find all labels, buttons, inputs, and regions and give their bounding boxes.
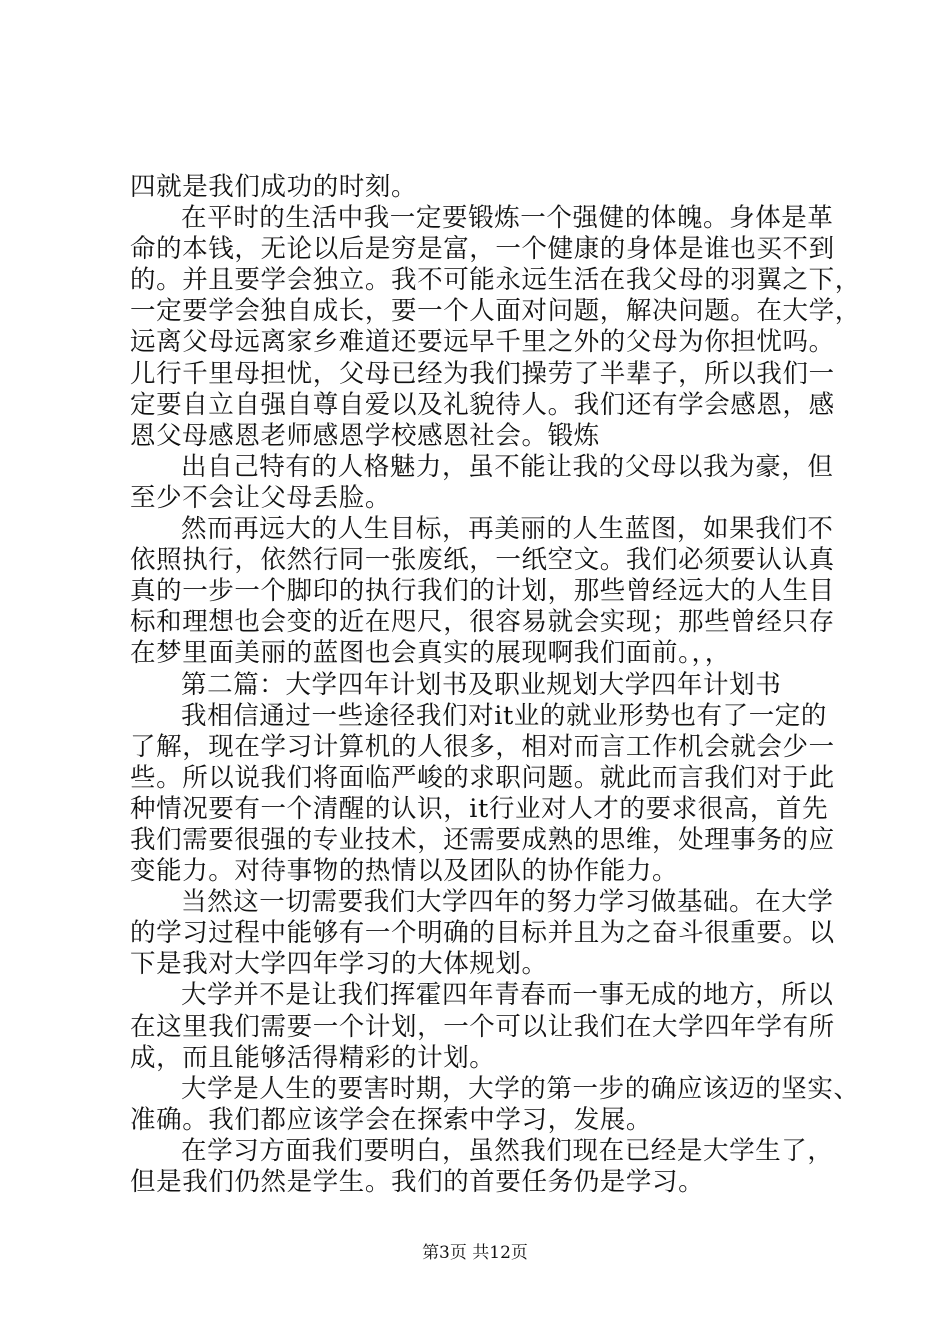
text-line: 第二篇：大学四年计划书及职业规划大学四年计划书 <box>181 669 782 700</box>
text-line: 的学习过程中能够有一个明确的目标并且为之奋斗很重要。以 <box>130 918 835 949</box>
text-line: 变能力。对待事物的热情以及团队的协作能力。 <box>130 856 679 887</box>
text-line: 在这里我们需要一个计划，一个可以让我们在大学四年学有所 <box>130 1011 835 1042</box>
text-line: 远离父母远离家乡难道还要远早千里之外的父母为你担忧吗。 <box>130 327 835 358</box>
text-line: 些。所以说我们将面临严峻的求职问题。就此而言我们对于此 <box>130 762 835 793</box>
text-line: 出自己特有的人格魅力，虽不能让我的父母以我为豪，但 <box>181 451 834 482</box>
text-line: 至少不会让父母丢脸。 <box>130 482 392 513</box>
text-line: 四就是我们成功的时刻。 <box>130 172 418 202</box>
text-line: 准确。我们都应该学会在探索中学习，发展。 <box>130 1104 653 1135</box>
text-line: 种情况要有一个清醒的认识，it行业对人才的要求很高，首先 <box>130 793 829 824</box>
text-line: 我相信通过一些途径我们对it业的就业形势也有了一定的 <box>181 700 828 731</box>
text-line: 一定要学会独自成长，要一个人面对问题，解决问题。在大学， <box>130 296 861 327</box>
document-body <box>130 172 861 1198</box>
text-line: 然而再远大的人生目标，再美丽的人生蓝图，如果我们不 <box>181 514 834 545</box>
text-line: 大学并不是让我们挥霍四年青春而一事无成的地方，所以 <box>181 980 834 1011</box>
text-line: 下是我对大学四年学习的大体规划。 <box>130 949 548 980</box>
page-number-footer: 第3页 共12页 <box>422 1243 528 1263</box>
text-line: 在学习方面我们要明白，虽然我们现在已经是大学生了， <box>181 1135 834 1166</box>
text-line: 恩父母感恩老师感恩学校感恩社会。锻炼 <box>130 420 600 451</box>
text-line: 成，而且能够活得精彩的计划。 <box>130 1042 496 1073</box>
text-line: 儿行千里母担忧，父母已经为我们操劳了半辈子，所以我们一 <box>130 358 835 389</box>
text-line: 当然这一切需要我们大学四年的努力学习做基础。在大学 <box>181 887 834 918</box>
text-line: 我们需要很强的专业技术，还需要成熟的思维，处理事务的应 <box>130 824 835 855</box>
text-line: 标和理想也会变的近在咫尺，很容易就会实现；那些曾经只存 <box>130 607 835 638</box>
text-line: 大学是人生的要害时期，大学的第一步的确应该迈的坚实、 <box>181 1073 860 1104</box>
text-line: 但是我们仍然是学生。我们的首要任务仍是学习。 <box>130 1167 705 1197</box>
text-line: 了解，现在学习计算机的人很多，相对而言工作机会就会少一 <box>130 731 835 762</box>
text-line: 定要自立自强自尊自爱以及礼貌待人。我们还有学会感恩，感 <box>130 389 835 420</box>
text-line: 命的本钱，无论以后是穷是富，一个健康的身体是谁也买不到 <box>130 234 835 265</box>
text-line: 在平时的生活中我一定要锻炼一个强健的体魄。身体是革 <box>181 203 834 234</box>
text-line: 依照执行，依然行同一张废纸，一纸空文。我们必须要认认真 <box>130 545 835 576</box>
text-line: 真的一步一个脚印的执行我们的计划，那些曾经远大的人生目 <box>130 576 835 607</box>
text-line: 的。并且要学会独立。我不可能永远生活在我父母的羽翼之下， <box>130 265 861 296</box>
text-line: 在梦里面美丽的蓝图也会真实的展现啊我们面前。，， <box>130 638 731 669</box>
